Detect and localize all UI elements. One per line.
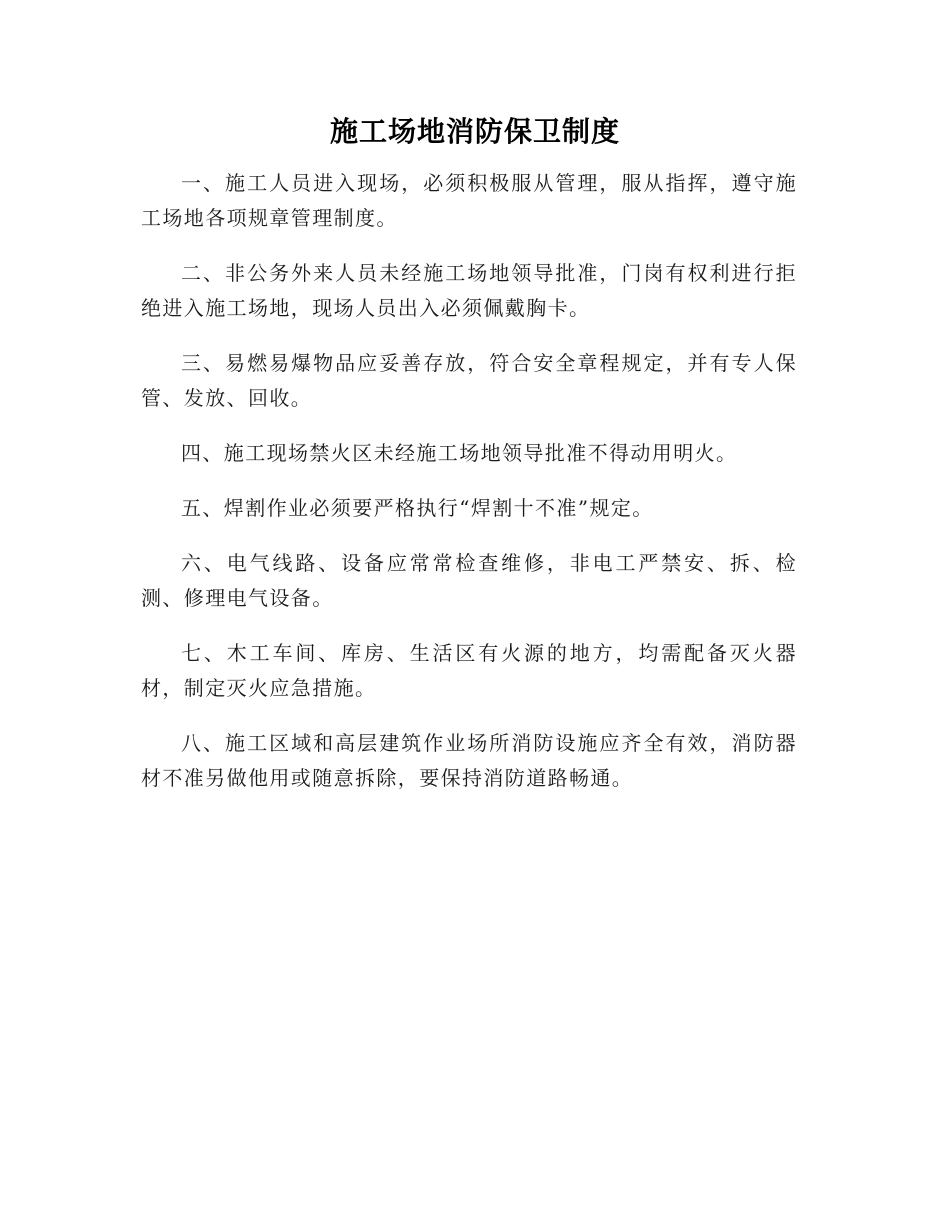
paragraph-1: 一、施工人员进入现场，必须积极服从管理，服从指挥，遵守施工场地各项规章管理制度。 [141,171,797,230]
document-body [141,166,797,816]
paragraph-2: 二、非公务外来人员未经施工场地领导批准，门岗有权利进行拒绝进入施工场地，现场人员出入必须佩戴胸卡。 [141,261,797,320]
paragraph-8: 八、施工区域和高层建筑作业场所消防设施应齐全有效，消防器材不准另做他用或随意拆除，要保持消防道路畅通。 [141,731,797,790]
paragraph-5: 五、焊割作业必须要严格执行“焊割十不准”规定。 [181,496,654,520]
paragraph-4: 四、施工现场禁火区未经施工场地领导批准不得动用明火。 [181,441,738,465]
paragraph-3: 三、易燃易爆物品应妥善存放，符合安全章程规定，并有专人保管、发放、回收。 [141,351,797,410]
paragraph-7: 七、木工车间、库房、生活区有火源的地方，均需配备灭火器材，制定灭火应急措施。 [141,641,797,700]
document-title: 施工场地消防保卫制度 [329,115,620,148]
paragraph-6: 六、电气线路、设备应常常检查维修，非电工严禁安、拆、检测、修理电气设备。 [141,551,797,610]
